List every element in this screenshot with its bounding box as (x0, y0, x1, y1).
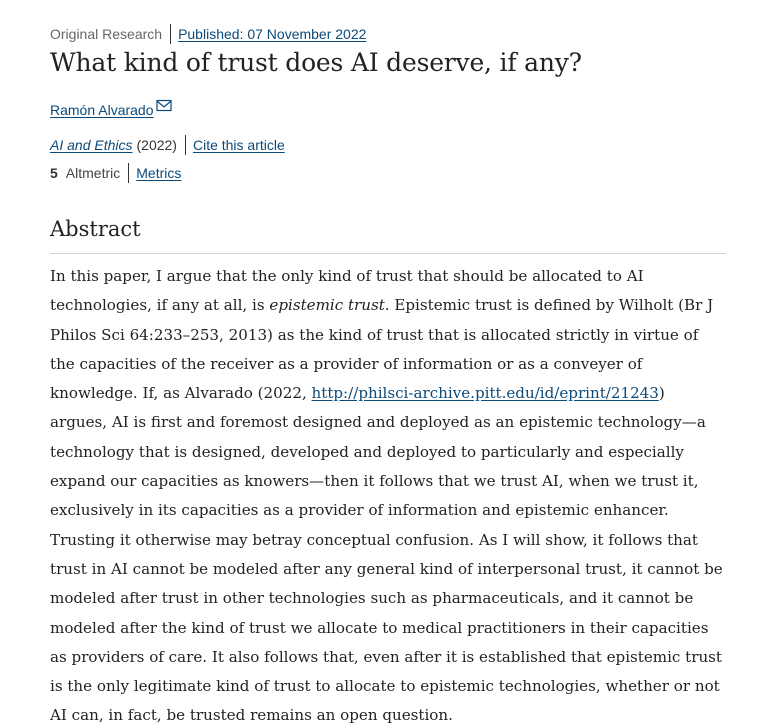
journal-divider (185, 135, 186, 155)
author-link[interactable]: Ramón Alvarado (50, 102, 154, 118)
altmetric-label: Altmetric (65, 165, 121, 181)
journal-info (50, 135, 285, 155)
journal-link[interactable]: AI and Ethics (50, 137, 133, 153)
abstract-part-2: . Epistemic trust is defined by Wilholt (Br J Philos Sci 64:233–253, 2013) as the kind of trust that is allocated strictly in virtue of the capacities of the receiver as a provider of information or as a conveyer of knowledge. If, as Alvarado (2022, (50, 296, 714, 403)
article-title: What kind of trust does AI deserve, if any? (50, 48, 582, 77)
metrics-link[interactable]: Metrics (136, 165, 182, 181)
article-meta (50, 24, 366, 44)
article-type: Original Research (50, 26, 163, 42)
publication-year: (2022) (136, 137, 177, 153)
article-metrics (50, 163, 181, 183)
abstract-emphasis: epistemic trust (269, 296, 385, 315)
published-date-link[interactable]: Published: 07 November 2022 (178, 26, 367, 42)
metrics-divider (128, 163, 129, 183)
abstract-part-1: In this paper, I argue that the only kind of trust that should be allocated to AI technologies, if any at all, is (50, 267, 644, 315)
abstract-heading: Abstract (50, 217, 141, 241)
mail-icon[interactable] (156, 99, 172, 113)
meta-divider (170, 24, 171, 44)
eprint-link[interactable]: http://philsci-archive.pitt.edu/id/eprint/21243 (311, 384, 659, 403)
abstract-part-3: ) argues, AI is first and foremost designed and deployed as an epistemic technology—a technology that is designed, developed and deployed to particularly and especially expand our capacities as knowers—then it follows that we trust AI, when we trust it, exclusively in its capacities as a provider of information and epistemic enhancer. Trusting it otherwise may betray conceptual confusion. As I will show, it follows that trust in AI cannot be modeled after any general kind of interpersonal trust, it cannot be modeled after trust in other technologies such as pharmaceuticals, and it cannot be modeled after the kind of trust we allocate to medical practitioners in their capacities as providers of care. It also follows that, even after it is established that epistemic trust is the only legitimate kind of trust to allocate to epistemic technologies, whether or not AI can, in fact, be trusted remains an open question. (50, 384, 723, 725)
altmetric-count: 5 (50, 165, 58, 181)
section-divider (50, 253, 726, 254)
abstract-text (50, 262, 726, 725)
cite-article-link[interactable]: Cite this article (192, 137, 285, 153)
author-list (50, 99, 172, 118)
